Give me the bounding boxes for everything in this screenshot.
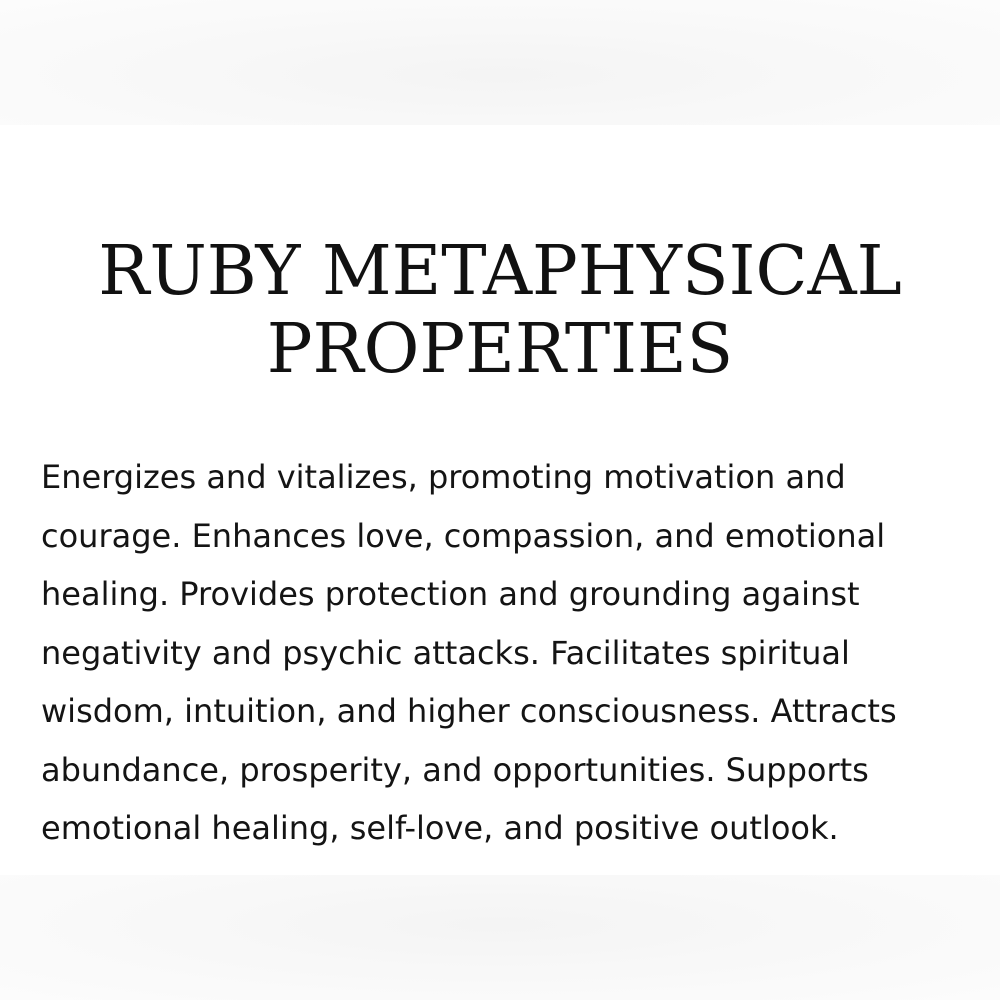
paragraph-line: negativity and psychic attacks. Facilitates spiritual [41, 633, 850, 672]
paragraph-line: wisdom, intuition, and higher consciousness. Attracts [41, 692, 897, 730]
paragraph-line: healing. Provides protection and grounding against [41, 575, 860, 613]
top-blur-band [0, 0, 1000, 125]
bottom-blur-band [0, 875, 1000, 1000]
paragraph-line: Energizes and vitalizes, promoting motivation and [41, 458, 846, 496]
description-paragraph [41, 448, 941, 858]
title-line-2: PROPERTIES [266, 310, 734, 389]
paragraph-line: courage. Enhances love, compassion, and emotional [41, 516, 886, 555]
page-title [0, 233, 1000, 389]
paragraph-line: emotional healing, self-love, and positive outlook. [41, 809, 839, 847]
paragraph-line: abundance, prosperity, and opportunities. Supports [41, 750, 869, 789]
title-line-1: RUBY METAPHYSICAL [98, 232, 902, 311]
